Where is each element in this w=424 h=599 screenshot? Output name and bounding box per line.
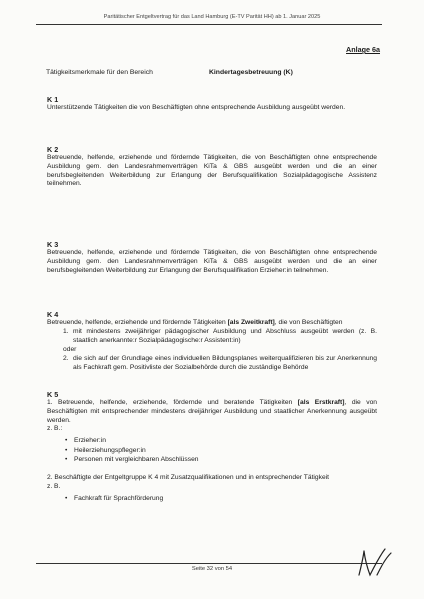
section-k3 bbox=[47, 240, 377, 275]
section-title: K 4 bbox=[47, 310, 59, 319]
role-tag: [als Erstkraft] bbox=[297, 399, 345, 406]
footer-rule bbox=[36, 563, 382, 564]
bullet-icon: • bbox=[65, 446, 68, 454]
handwritten-initials-icon bbox=[355, 545, 395, 581]
section-k5 bbox=[47, 390, 377, 503]
header-rule bbox=[36, 24, 382, 25]
page-header: Paritätischer Entgeltvertrag für das Land Hamburg (E-TV Parität HH) ab 1. Januar 2025 bbox=[103, 14, 321, 20]
list-item bbox=[47, 494, 377, 503]
example-label: z. B.: bbox=[47, 425, 63, 433]
intro-label: Tätigkeitsmerkmale für den Bereich bbox=[46, 69, 153, 76]
list-text: Fachkraft für Sprachförderung bbox=[74, 495, 164, 502]
bullet-icon: • bbox=[65, 437, 68, 445]
intro-text: Betreuende, helfende, erziehende und fördernde Tätigkeiten bbox=[47, 319, 228, 326]
bullet-list bbox=[47, 494, 377, 503]
section-text: Betreuende, helfende, erziehende und fördernde Tätigkeiten, die von Beschäftigten ohne entsprechende Ausbildung gem. den Landesrahmenverträgen KiTa & GBS ausgeübt werden und die an einer berufsbegleitenden Weiterbildung zur Erlangung der Berufsqualifikation Erzieher:in teilnehmen. bbox=[47, 249, 377, 274]
section-k4 bbox=[47, 310, 377, 374]
list-item bbox=[47, 436, 377, 445]
page-footer: Seite 32 von 54 bbox=[191, 566, 233, 572]
bullet-icon: • bbox=[65, 456, 68, 463]
paragraph-1 bbox=[47, 399, 377, 425]
list-text: Heilerziehungspfleger:in bbox=[74, 446, 146, 454]
section-k1 bbox=[47, 95, 377, 113]
or-connector: oder bbox=[63, 346, 77, 354]
role-tag: [als Zweitkraft] bbox=[227, 319, 275, 326]
numbered-list bbox=[47, 328, 377, 346]
list-text: die sich auf der Grundlage eines individuellen Bildungsplanes weiterqualifizieren bis zur Anerkennung als Fachkraft gem. Positivliste der Sozialbehörde durch die zuständige Behörde bbox=[73, 355, 377, 371]
section-intro bbox=[47, 319, 377, 328]
section-title: K 2 bbox=[47, 145, 59, 154]
section-title: K 1 bbox=[47, 95, 59, 104]
section-text: Betreuende, helfende, erziehende und fördernde Tätigkeiten, die von Beschäftigten ohne entsprechende Ausbildung gem. den Landesrahmenverträgen KiTa & GBS ausgeübt werden und die an einer berufsbegleitenden Weiterbildung zur Erlangung der Berufsqualifikation Sozialpädagogische Assistenz teilnehmen. bbox=[47, 154, 377, 188]
annex-label: Anlage 6a bbox=[346, 45, 380, 54]
list-item bbox=[47, 446, 377, 455]
paragraph-text: 1. Betreuende, helfende, erziehende, fördernde und beratende Tätigkeiten bbox=[47, 399, 298, 406]
section-k2 bbox=[47, 145, 377, 189]
list-item bbox=[47, 455, 377, 464]
intro-text-end: , die von Beschäftigten bbox=[274, 319, 343, 326]
bullet-icon: • bbox=[65, 495, 68, 502]
section-title: K 5 bbox=[47, 390, 59, 399]
bullet-list bbox=[47, 436, 377, 464]
intro-value: Kindertagesbetreuung (K) bbox=[209, 69, 293, 76]
list-item bbox=[47, 355, 377, 373]
list-number: 2. bbox=[63, 355, 69, 363]
list-number: 1. bbox=[63, 327, 69, 335]
paragraph-text-end: , die von Beschäftigten mit entsprechender mindestens dreijähriger Ausbildung und staatlicher Anerkennung ausgeübt werden. bbox=[47, 399, 378, 424]
section-title: K 3 bbox=[47, 240, 59, 249]
list-text: Personen mit vergleichbaren Abschlüssen bbox=[74, 456, 199, 463]
section-text: Unterstützende Tätigkeiten die von Beschäftigten ohne entsprechende Ausbildung ausgeübt werden. bbox=[47, 104, 346, 111]
paragraph-2: 2. Beschäftigte der Entgeltgruppe K 4 mit Zusatzqualifikationen und in entsprechender Tätigkeit bbox=[47, 474, 330, 482]
list-text: mit mindestens zweijähriger pädagogischer Ausbildung und Abschluss ausgeübt werden (z. B. staatlich anerkannte:r Sozialpädagogische:r Assistent:in) bbox=[73, 327, 377, 344]
example-label: z. B. bbox=[47, 483, 61, 491]
numbered-list bbox=[47, 355, 377, 373]
list-text: Erzieher:in bbox=[74, 437, 106, 445]
list-item bbox=[47, 328, 377, 346]
